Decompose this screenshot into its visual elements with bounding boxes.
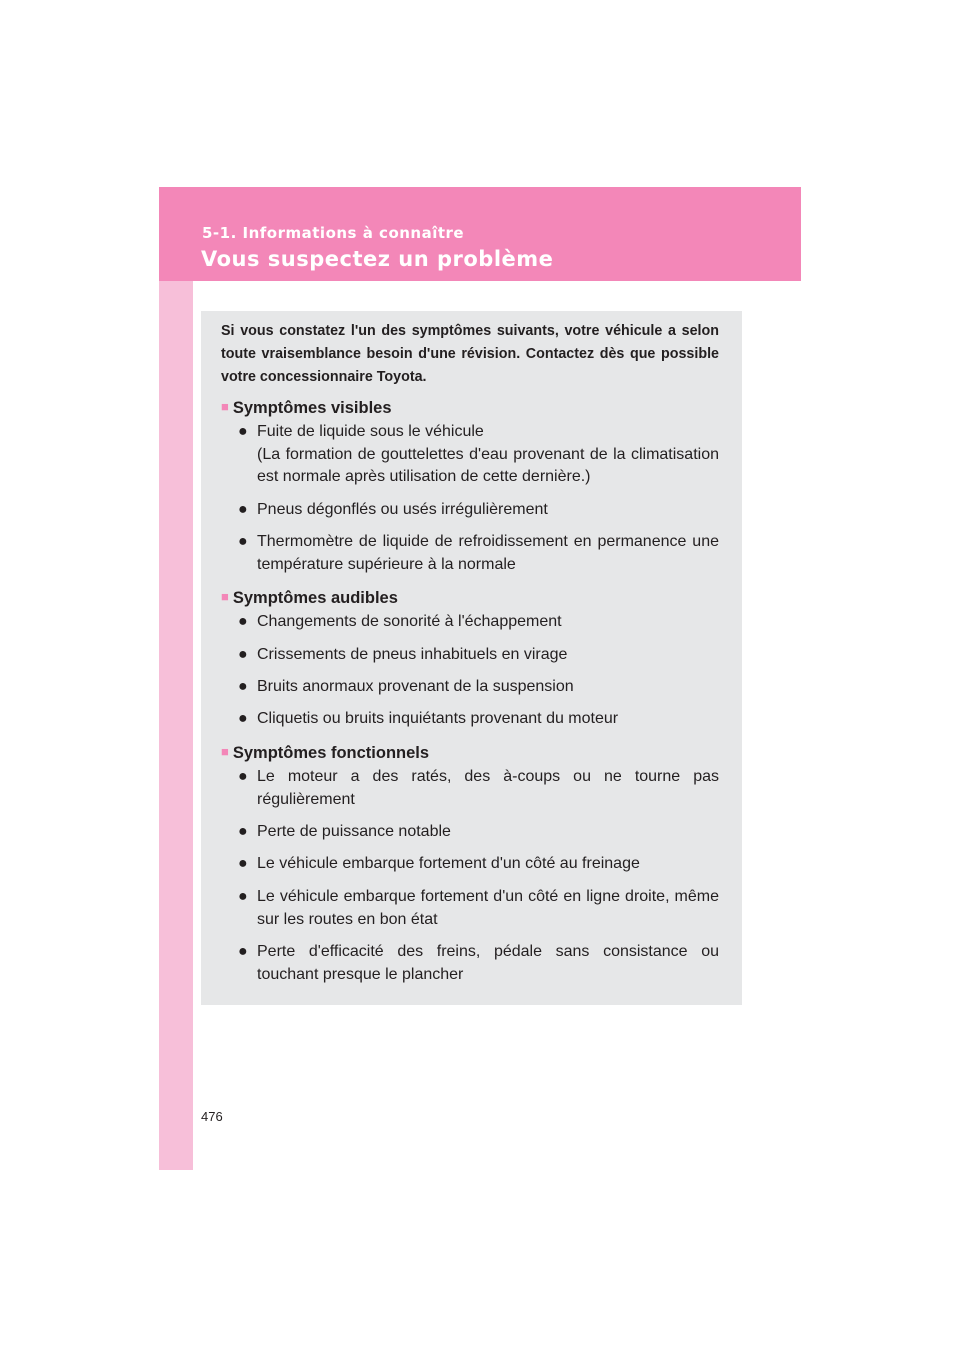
section-heading-label: Symptômes fonctionnels bbox=[232, 744, 430, 762]
bullet-icon: ● bbox=[238, 646, 248, 663]
bullet-icon: ● bbox=[238, 678, 248, 695]
list-item-text: Thermomètre de liquide de refroidissement en permanence une température supérieure à la normale bbox=[257, 533, 719, 573]
list-item bbox=[238, 531, 719, 576]
bullet-icon: ● bbox=[238, 943, 248, 960]
content-panel bbox=[201, 311, 742, 1005]
page-number: 476 bbox=[201, 1109, 223, 1124]
list-item bbox=[238, 821, 719, 844]
list-item-note: (La formation de gouttelettes d'eau provenant de la climatisation est normale après utilisation de cette dernière.) bbox=[257, 445, 719, 485]
page-header bbox=[159, 187, 801, 281]
list-item bbox=[238, 853, 719, 876]
list-item-text: Cliquetis ou bruits inquiétants provenant du moteur bbox=[257, 710, 619, 727]
section-label: 5-1. Informations à connaître bbox=[202, 224, 465, 242]
list-item bbox=[238, 611, 719, 634]
list-item bbox=[238, 421, 719, 489]
list-item-text: Perte d'efficacité des freins, pédale sans consistance ou touchant presque le plancher bbox=[257, 943, 719, 983]
bullet-icon: ● bbox=[238, 888, 248, 905]
section-heading-label: Symptômes audibles bbox=[232, 589, 398, 607]
square-bullet-icon: ■ bbox=[221, 589, 229, 604]
bullet-icon: ● bbox=[238, 768, 248, 785]
list-item bbox=[238, 766, 719, 811]
list-item-text: Changements de sonorité à l'échappement bbox=[257, 613, 562, 630]
section-heading-fonctionnels bbox=[221, 741, 429, 764]
list-item bbox=[238, 941, 719, 986]
list-item bbox=[238, 499, 719, 522]
list-item bbox=[238, 644, 719, 667]
bullet-icon: ● bbox=[238, 533, 248, 550]
square-bullet-icon: ■ bbox=[221, 744, 229, 759]
section-heading-label: Symptômes visibles bbox=[232, 399, 392, 417]
list-item bbox=[238, 676, 719, 699]
intro-paragraph: Si vous constatez l'un des symptômes suivants, votre véhicule a selon toute vraisemblance besoin d'une révision. Contactez dès que possible votre concessionnaire Toyota. bbox=[221, 323, 719, 385]
list-item-text: Bruits anormaux provenant de la suspension bbox=[257, 678, 574, 695]
bullet-icon: ● bbox=[238, 710, 248, 727]
bullet-icon: ● bbox=[238, 823, 248, 840]
list-item bbox=[238, 886, 719, 931]
square-bullet-icon: ■ bbox=[221, 399, 229, 414]
list-item-text: Pneus dégonflés ou usés irrégulièrement bbox=[257, 501, 548, 518]
bullet-icon: ● bbox=[238, 855, 248, 872]
list-item-text: Fuite de liquide sous le véhicule bbox=[257, 423, 484, 440]
list-item-text: Crissements de pneus inhabituels en virage bbox=[257, 646, 568, 663]
list-item bbox=[238, 708, 719, 731]
section-heading-visibles bbox=[221, 396, 392, 419]
section-heading-audibles bbox=[221, 586, 398, 609]
bullet-icon: ● bbox=[238, 613, 248, 630]
list-item-text: Le moteur a des ratés, des à-coups ou ne tourne pas régulièrement bbox=[257, 768, 719, 808]
list-item-text: Perte de puissance notable bbox=[257, 823, 451, 840]
bullet-icon: ● bbox=[238, 501, 248, 518]
list-item-text: Le véhicule embarque fortement d'un côté au freinage bbox=[257, 855, 640, 872]
list-item-text: Le véhicule embarque fortement d'un côté en ligne droite, même sur les routes en bon état bbox=[257, 888, 719, 928]
bullet-icon: ● bbox=[238, 423, 248, 440]
side-band bbox=[159, 187, 193, 1170]
page-title: Vous suspectez un problème bbox=[201, 247, 554, 271]
